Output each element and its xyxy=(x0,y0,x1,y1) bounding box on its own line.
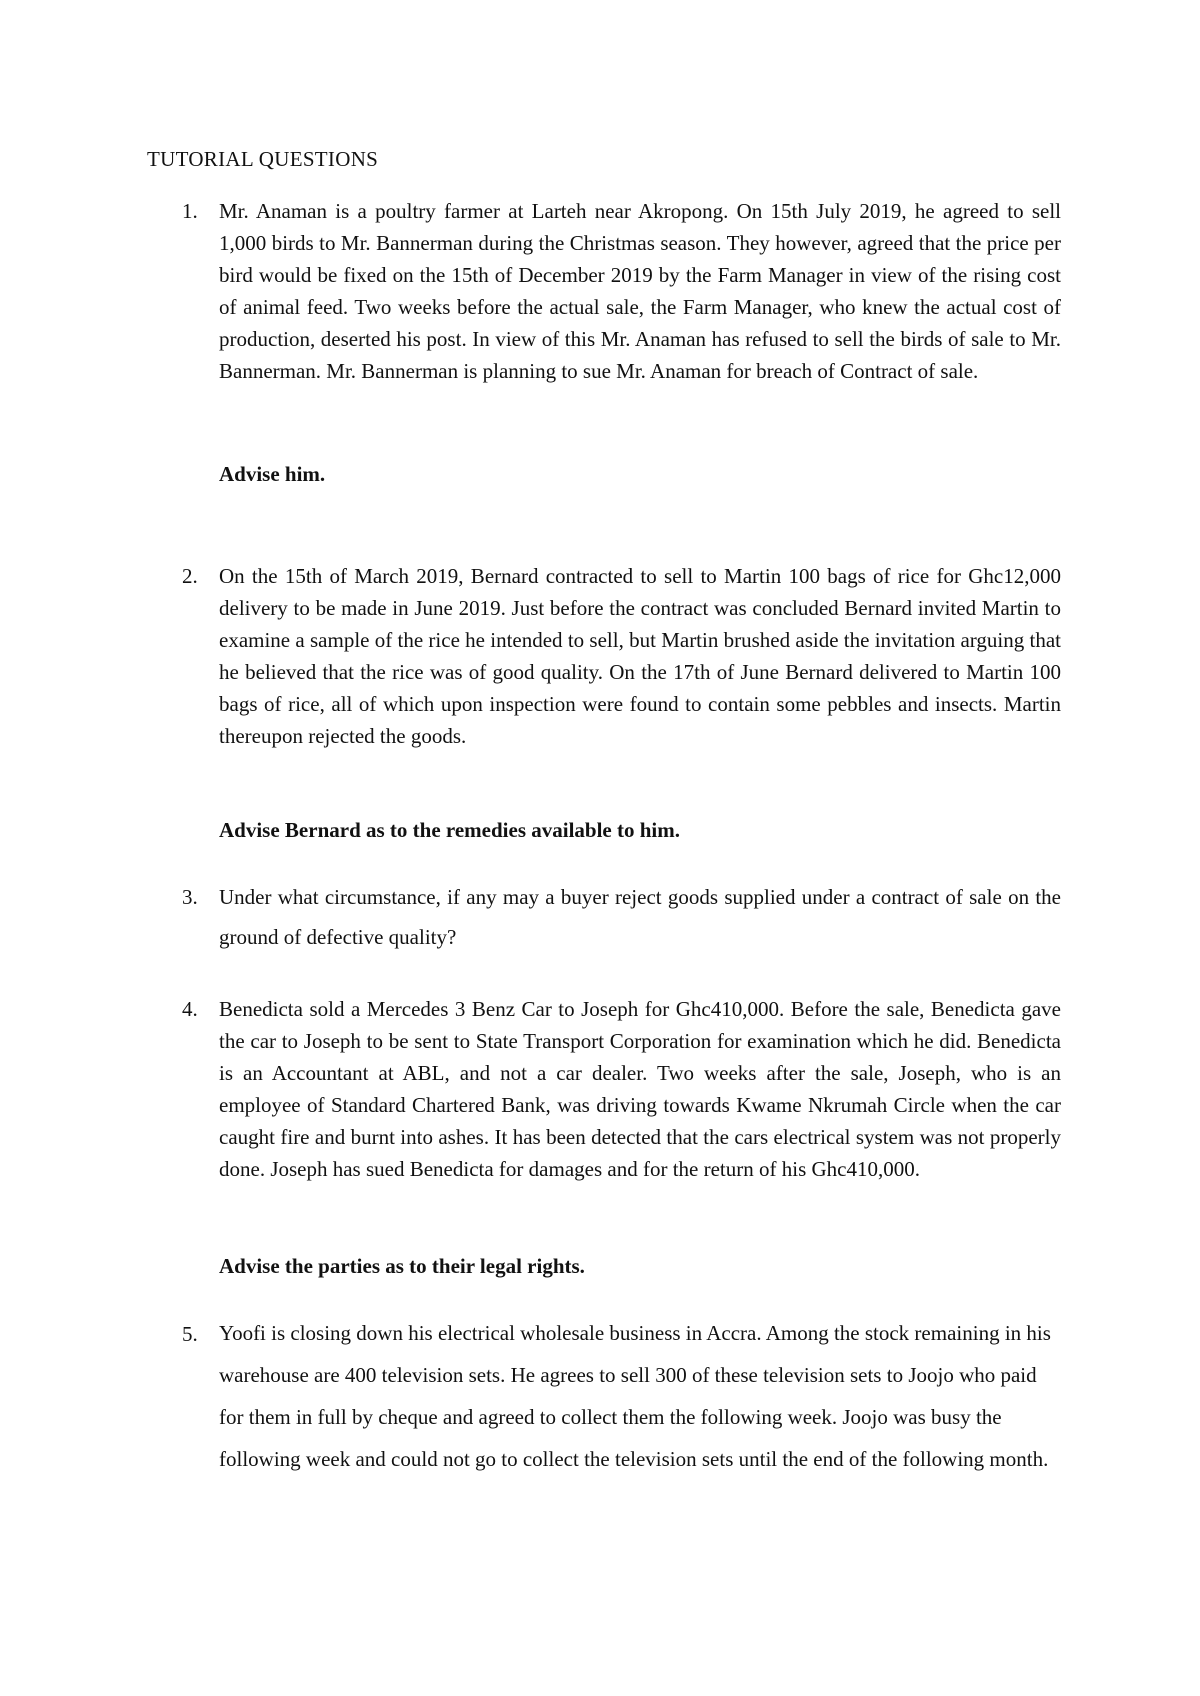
question-number: 2. xyxy=(182,564,198,588)
question-text: Mr. Anaman is a poultry farmer at Larteh near Akropong. On 15th July 2019, he agreed to sell 1,000 birds to Mr. Bannerman during the Christmas season. They however, agreed that the price per bird would be fixed on the 15th of December 2019 by the Farm Manager in view of the rising cost of animal feed. Two weeks before the actual sale, the Farm Manager, who knew the actual cost of production, deserted his post. In view of this Mr. Anaman has refused to sell the birds of sale to Mr. Bannerman. Mr. Bannerman is planning to sue Mr. Anaman for breach of Contract of sale. xyxy=(219,199,1061,383)
question-text: Benedicta sold a Mercedes 3 Benz Car to Joseph for Ghc410,000. Before the sale, Benedicta gave the car to Joseph to be sent to State Transport Corporation for examination which he did. Benedicta is an Accountant at ABL, and not a car dealer. Two weeks after the sale, Joseph, who is an employee of Standard Chartered Bank, was driving towards Kwame Nkrumah Circle when the car caught fire and burnt into ashes. It has been detected that the cars electrical system was not properly done. Joseph has sued Benedicta for damages and for the return of his Ghc410,000. xyxy=(219,997,1061,1181)
question-instruction: Advise Bernard as to the remedies available to him. xyxy=(219,818,680,842)
question-text: Under what circumstance, if any may a buyer reject goods supplied under a contract of sale on the ground of defective quality? xyxy=(219,885,1061,949)
question-number: 4. xyxy=(182,997,198,1021)
question-text: On the 15th of March 2019, Bernard contracted to sell to Martin 100 bags of rice for Ghc12,000 delivery to be made in June 2019. Just before the contract was concluded Bernard invited Martin to examine a sample of the rice he intended to sell, but Martin brushed aside the invitation arguing that he believed that the rice was of good quality. On the 17th of June Bernard delivered to Martin 100 bags of rice, all of which upon inspection were found to contain some pebbles and insects. Martin thereupon rejected the goods. xyxy=(219,564,1061,748)
question-number: 5. xyxy=(182,1322,198,1346)
question-number: 1. xyxy=(182,199,198,223)
question-instruction: Advise the parties as to their legal rights. xyxy=(219,1254,585,1278)
question-number: 3. xyxy=(182,885,198,909)
question-text: Yoofi is closing down his electrical wholesale business in Accra. Among the stock remaining in his warehouse are 400 television sets. He agrees to sell 300 of these television sets to Joojo who paid for them in full by cheque and agreed to collect them the following week. Joojo was busy the following week and could not go to collect the television sets until the end of the following month. xyxy=(219,1321,1051,1471)
question-instruction: Advise him. xyxy=(219,462,326,486)
document-title: TUTORIAL QUESTIONS xyxy=(147,147,379,171)
